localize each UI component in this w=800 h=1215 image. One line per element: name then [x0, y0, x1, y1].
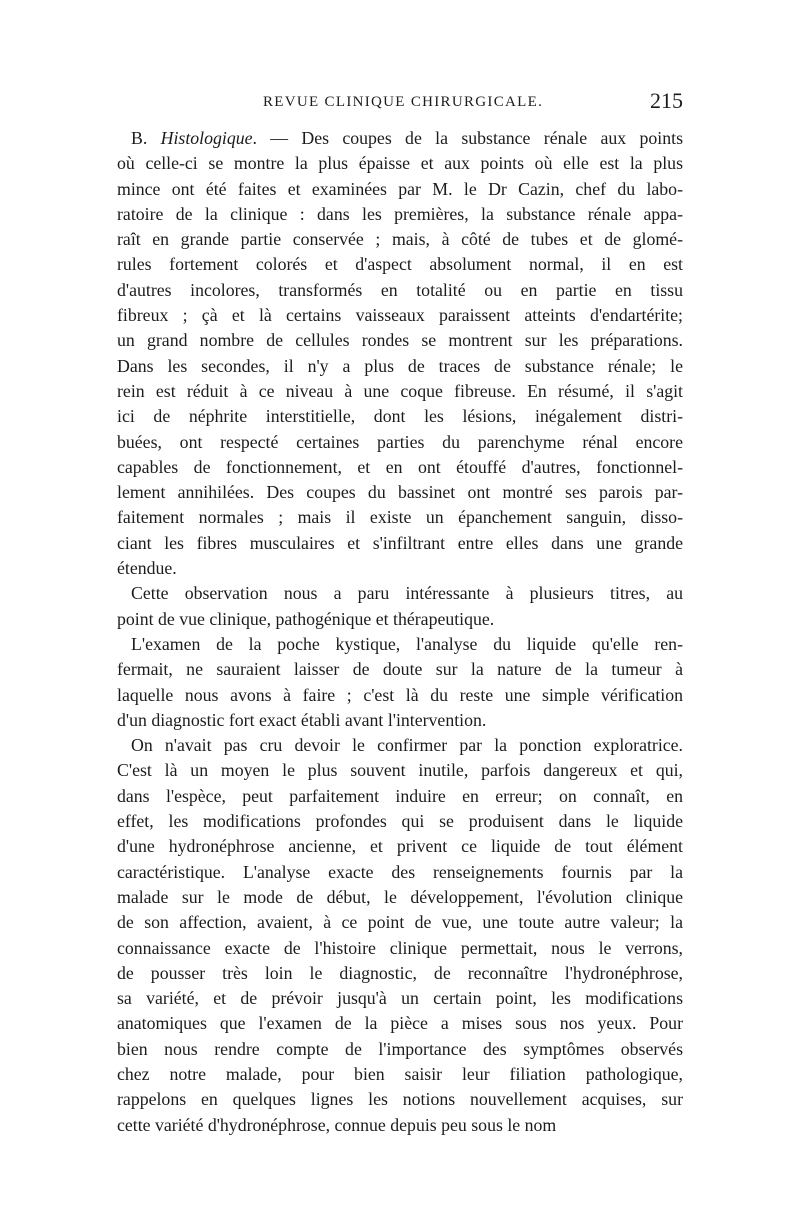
- text-line: cette variété d'hydronéphrose, connue depuis peu sous le nom: [117, 1114, 557, 1135]
- text-line: d'autres incolores, transformés en totalité ou en partie en tissu: [117, 279, 683, 300]
- text-line: raît en grande partie conservée ; mais, à côté de tubes et de glomé-: [117, 229, 683, 250]
- text-line: sa variété, et de prévoir jusqu'à un certain point, les modifications: [117, 988, 683, 1009]
- text-line: d'une hydronéphrose ancienne, et privent ce liquide de tout élément: [117, 836, 683, 857]
- text-line: connaissance exacte de l'histoire clinique permettait, nous le verrons,: [117, 937, 683, 958]
- text-line: rules fortement colorés et d'aspect absolument normal, il en est: [117, 254, 683, 275]
- text-line: où celle-ci se montre la plus épaisse et aux points où elle est la plus: [117, 153, 683, 174]
- text-line: L'examen de la poche kystique, l'analyse du liquide qu'elle ren-: [131, 633, 683, 654]
- text-line: C'est là un moyen le plus souvent inutile, parfois dangereux et qui,: [117, 760, 683, 781]
- text-line: un grand nombre de cellules rondes se montrent sur les préparations.: [117, 330, 683, 351]
- paragraph: [117, 733, 683, 1138]
- text-line: rappelons en quelques lignes les notions nouvellement acquises, sur: [117, 1089, 683, 1110]
- text-line: rein est réduit à ce niveau à une coque fibreuse. En résumé, il s'agit: [117, 380, 683, 401]
- text-line: fibreux ; çà et là certains vaisseaux paraissent atteints d'endartérite;: [117, 305, 683, 326]
- paragraph: [117, 126, 683, 581]
- text-line: d'un diagnostic fort exact établi avant l'intervention.: [117, 709, 487, 730]
- text-line: effet, les modifications profondes qui se produisent dans le liquide: [117, 811, 683, 832]
- text-line: fermait, ne sauraient laisser de doute sur la nature de la tumeur à: [117, 659, 683, 680]
- text-line: caractéristique. L'analyse exacte des renseignements fournis par la: [117, 861, 683, 882]
- text-line: Dans les secondes, il n'y a plus de traces de substance rénale; le: [117, 355, 683, 376]
- text-line: ciant les fibres musculaires et s'infiltrant entre elles dans une grande: [117, 532, 683, 553]
- paragraph: [117, 632, 683, 733]
- text-line: point de vue clinique, pathogénique et thérapeutique.: [117, 608, 495, 629]
- text-line: étendue.: [117, 558, 177, 579]
- text-line: lement annihilées. Des coupes du bassinet ont montré ses parois par-: [117, 482, 683, 503]
- text-line: bien nous rendre compte de l'importance des symptômes observés: [117, 1038, 683, 1059]
- page-header: [118, 88, 683, 118]
- text-line: B. Histologique. — Des coupes de la substance rénale aux points: [131, 128, 683, 148]
- text-line: ratoire de la clinique : dans les premières, la substance rénale appa-: [117, 203, 683, 224]
- text-line: faitement normales ; mais il existe un épanchement sanguin, disso-: [117, 507, 683, 528]
- paragraph: [117, 581, 683, 632]
- text-line: chez notre malade, pour bien saisir leur filiation pathologique,: [117, 1063, 683, 1084]
- text-line: buées, ont respecté certaines parties du parenchyme rénal encore: [117, 431, 683, 452]
- page-number: 215: [650, 88, 683, 113]
- body-text: [117, 126, 683, 1138]
- text-line: Cette observation nous a paru intéressante à plusieurs titres, au: [131, 583, 683, 604]
- text-line: dans l'espèce, peut parfaitement induire en erreur; on connaît, en: [117, 785, 683, 806]
- running-title: REVUE CLINIQUE CHIRURGICALE.: [263, 94, 544, 110]
- text-line: de pousser très loin le diagnostic, de reconnaître l'hydronéphrose,: [117, 962, 683, 983]
- text-line: laquelle nous avons à faire ; c'est là du reste une simple vérification: [117, 684, 683, 705]
- text-line: malade sur le mode de début, le développement, l'évolution clinique: [117, 886, 683, 907]
- text-line: mince ont été faites et examinées par M. le Dr Cazin, chef du labo-: [117, 178, 683, 199]
- text-line: anatomiques que l'examen de la pièce a mises sous nos yeux. Pour: [117, 1013, 683, 1034]
- text-line: de son affection, avaient, à ce point de vue, une toute autre valeur; la: [117, 912, 683, 933]
- text-line: capables de fonctionnement, et en ont étouffé d'autres, fonctionnel-: [117, 456, 683, 477]
- text-line: ici de néphrite interstitielle, dont les lésions, inégalement distri-: [117, 406, 683, 427]
- text-line: On n'avait pas cru devoir le confirmer par la ponction exploratrice.: [131, 735, 683, 756]
